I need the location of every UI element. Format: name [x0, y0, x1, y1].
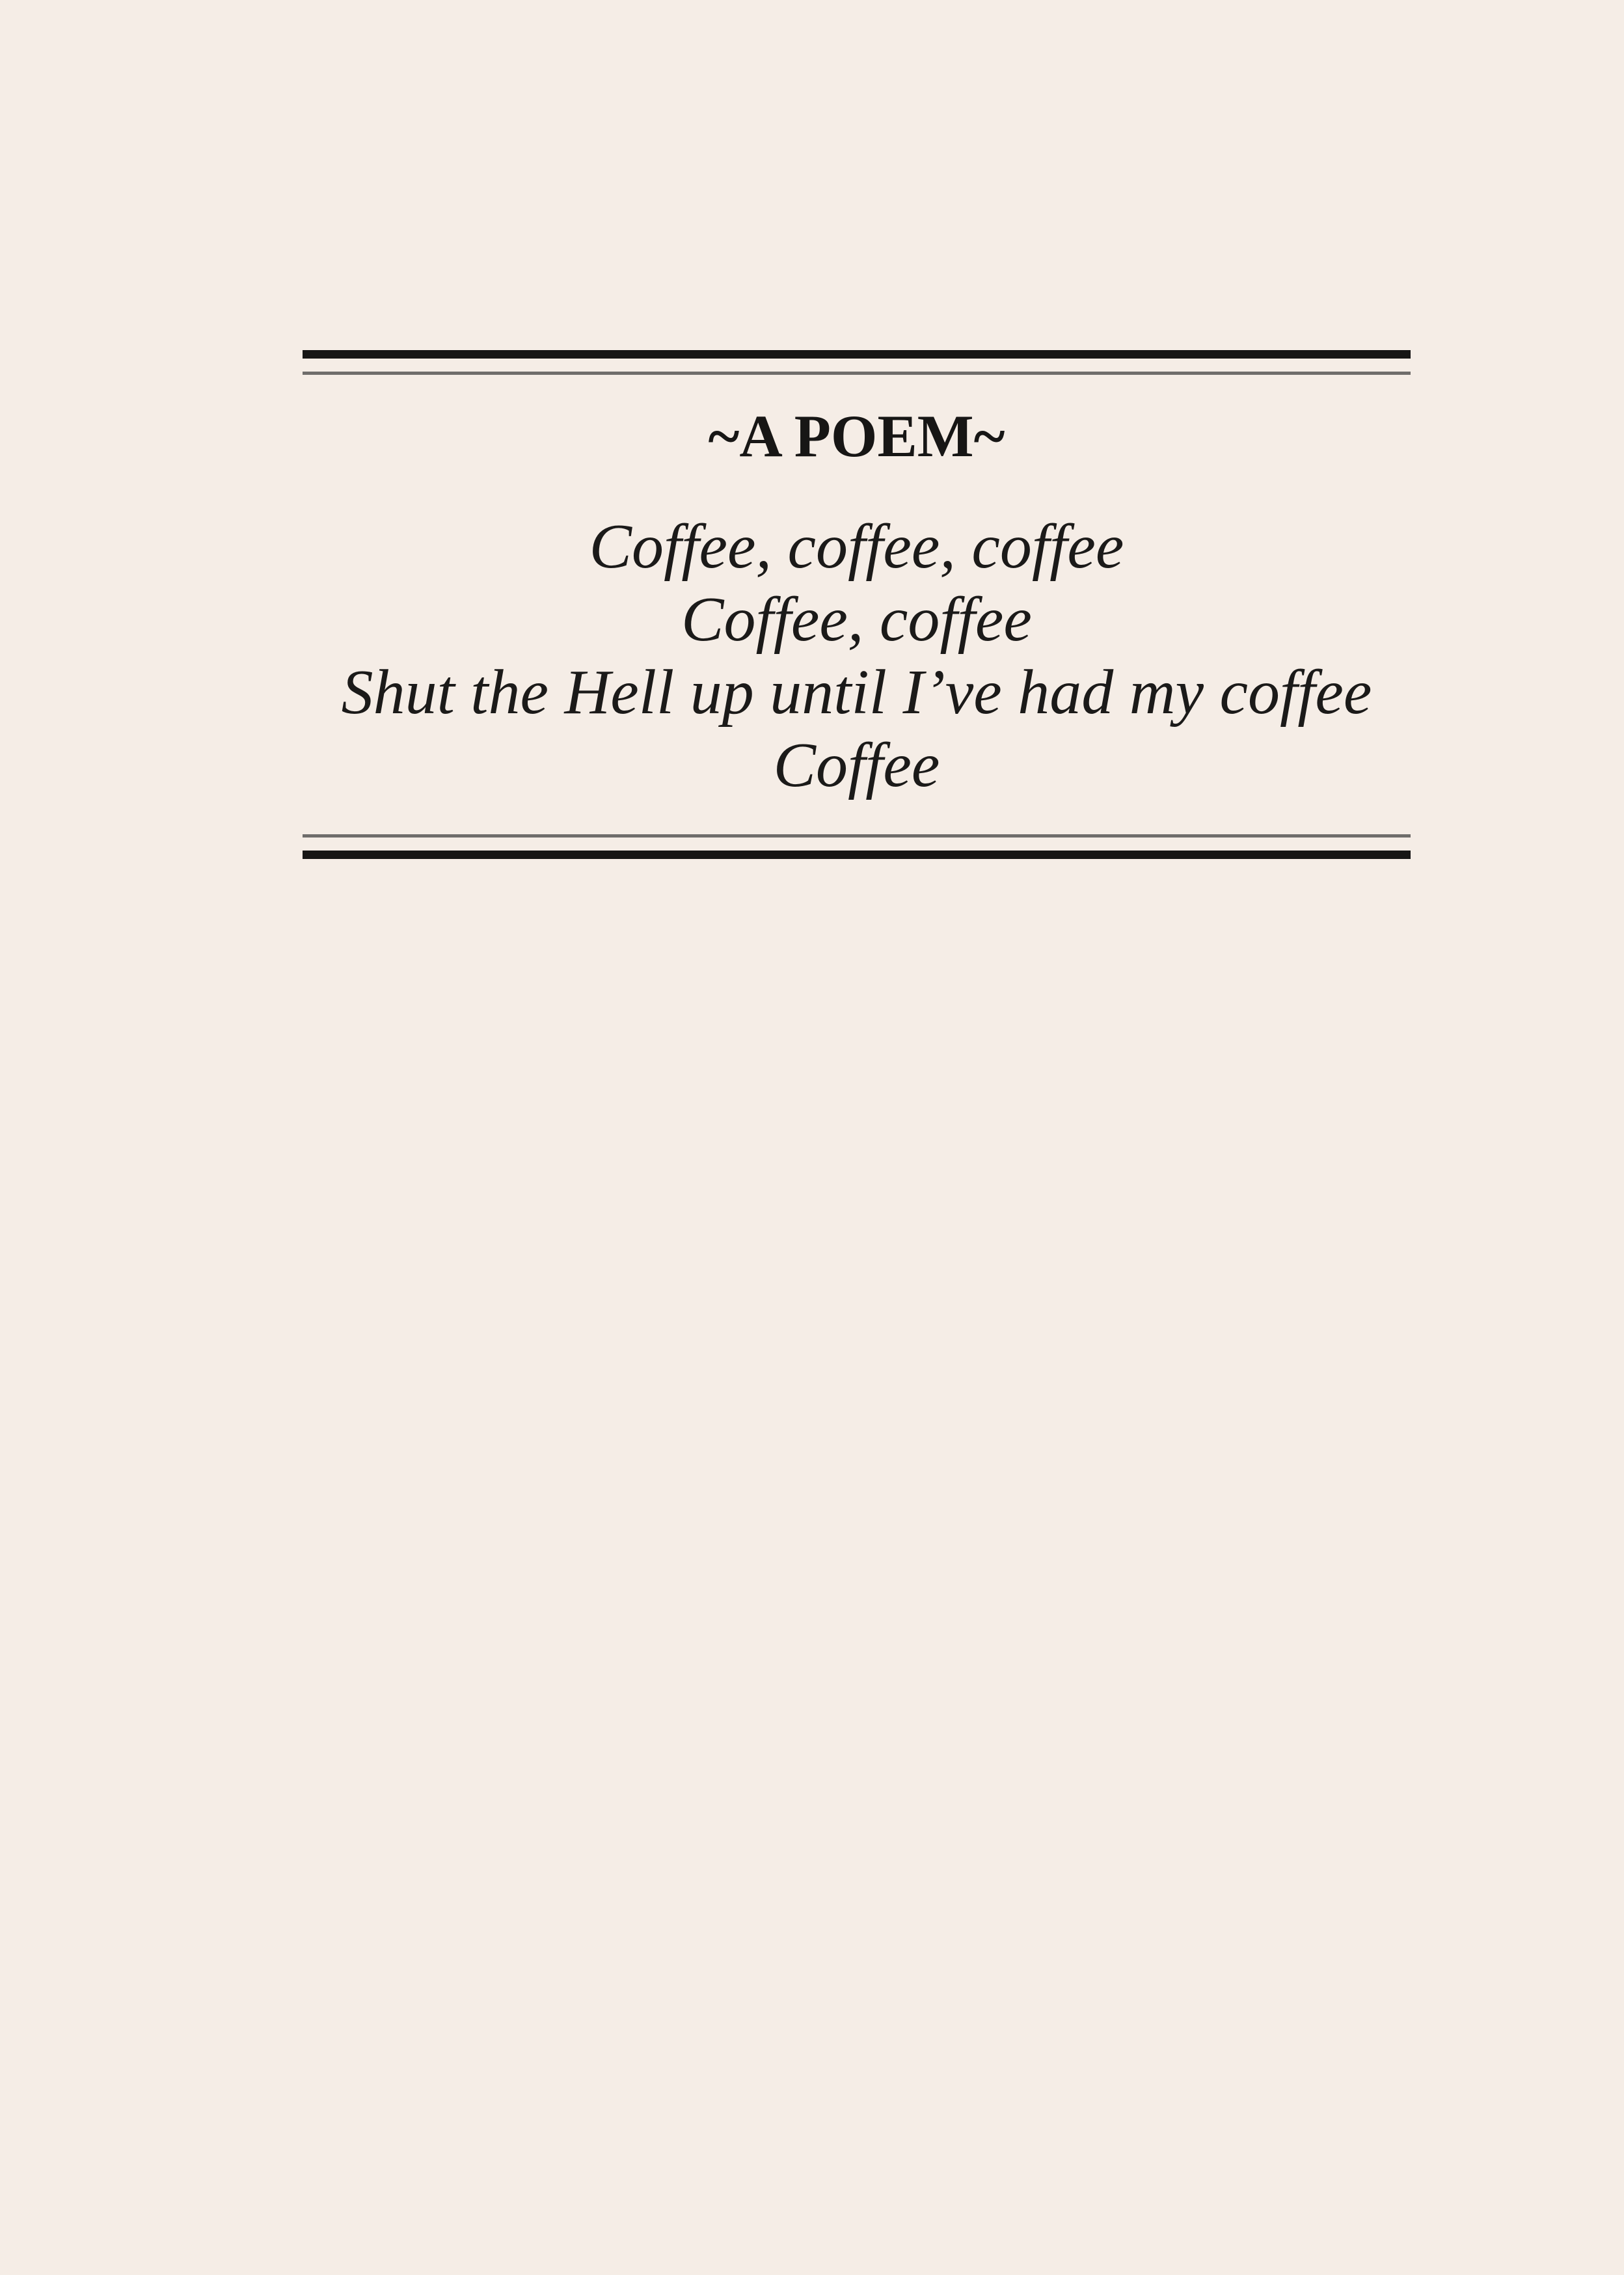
top-double-rule	[303, 350, 1411, 375]
poem-line: Coffee, coffee	[681, 584, 1032, 655]
poem-section	[303, 350, 1411, 859]
poem-body	[303, 510, 1411, 802]
poem-line: Coffee, coffee, coffee	[589, 511, 1124, 582]
poem-line: Coffee	[773, 730, 940, 800]
poem-line: Shut the Hell up until I’ve had my coffee	[341, 657, 1372, 728]
bottom-thick-rule	[303, 851, 1411, 859]
poem-title: ~A POEM~	[708, 403, 1005, 469]
top-thick-rule	[303, 350, 1411, 359]
bottom-double-rule	[303, 834, 1411, 859]
rule-gap	[303, 838, 1411, 851]
rule-gap	[303, 359, 1411, 372]
top-thin-rule	[303, 372, 1411, 375]
